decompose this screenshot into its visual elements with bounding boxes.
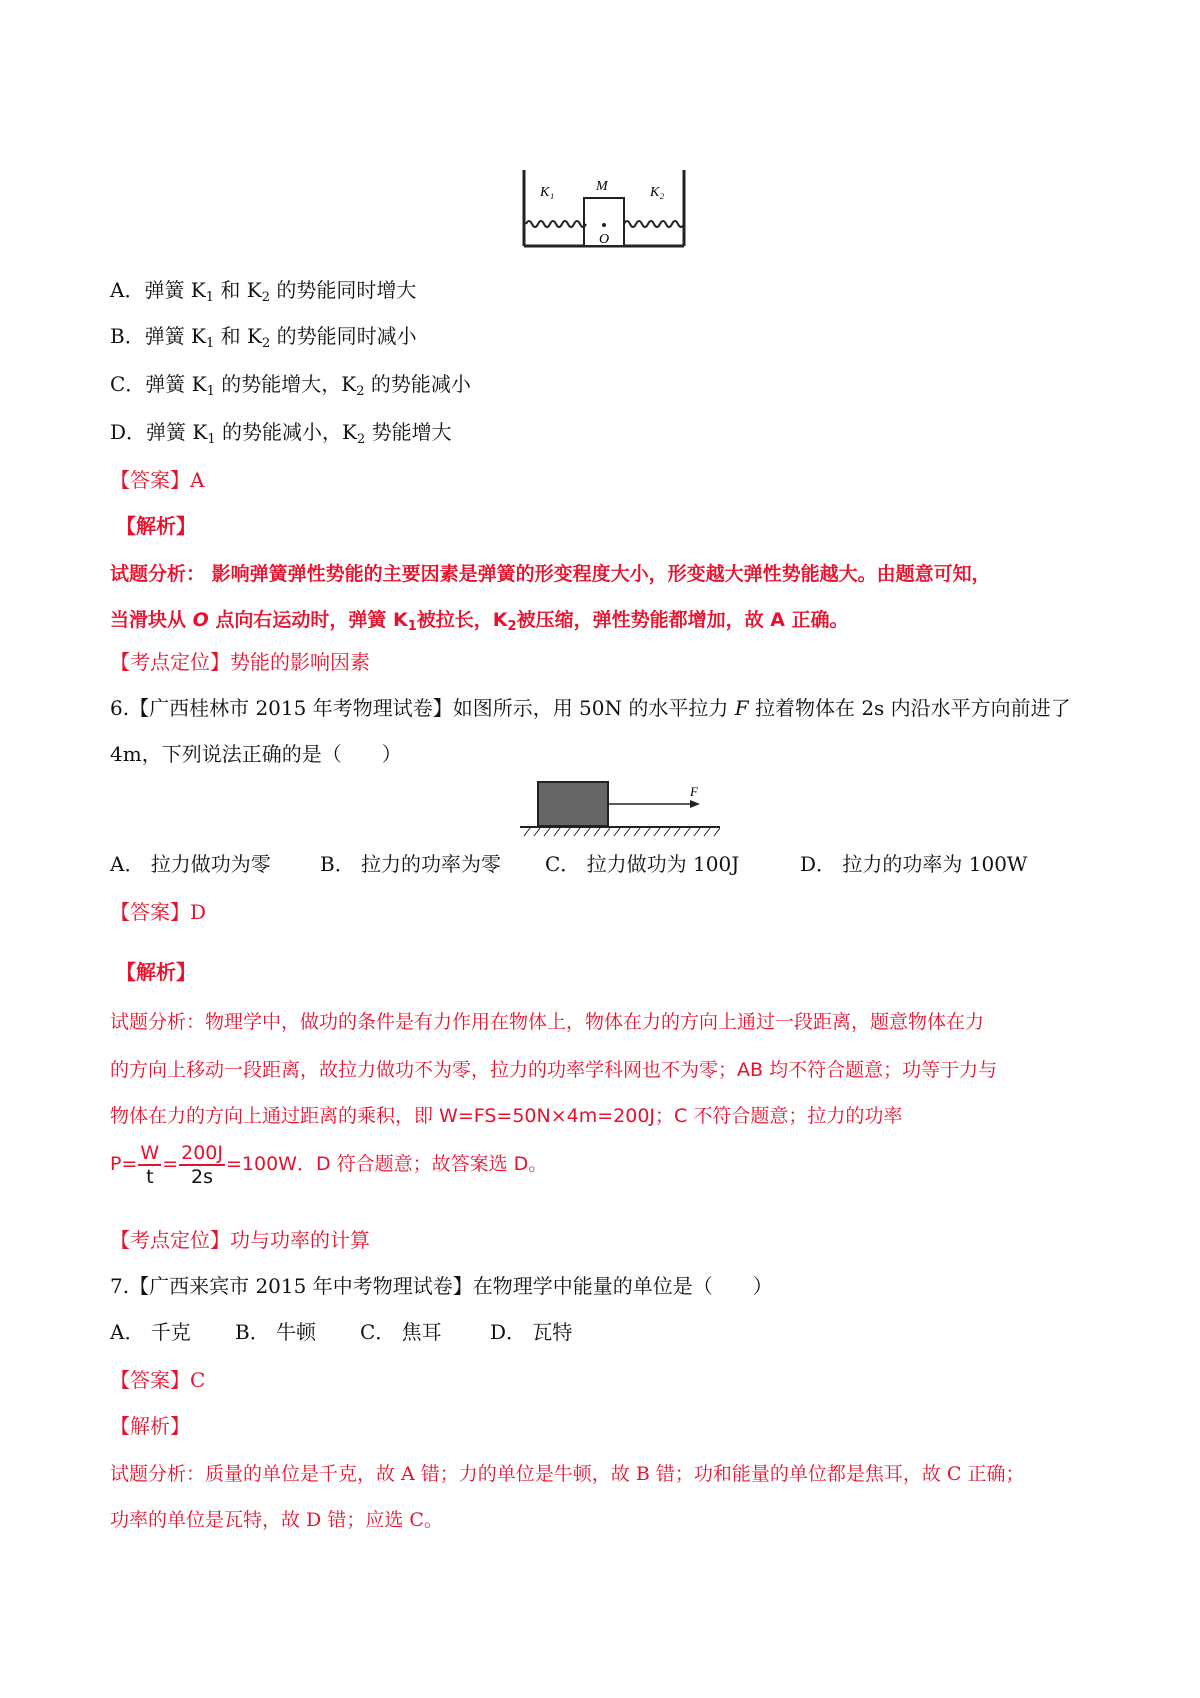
q7-option-c: C． 焦耳 [360, 1320, 442, 1344]
q5-analysis-line1: 试题分析： 影响弹簧弹性势能的主要因素是弹簧的形变程度大小，形变越大弹性势能越大。由题意可知， [110, 563, 991, 585]
q5-option-a: A．弹簧 $K_1$ 和 $K_2$ 的势能同时增大 [110, 278, 417, 305]
q5-option-b: B．弹簧 $K_1$ 和 $K_2$ 的势能同时减小 [110, 324, 417, 351]
q6-formula: P= $\frac{W}{t}$ = $\frac{200J}{2s}$ =100W．D 符合题意；故答案选 D。 [110, 1141, 548, 1188]
q5-kaodian: 【考点定位】势能的影响因素 [110, 650, 370, 674]
q6-option-a: A． 拉力做功为零 [110, 852, 271, 876]
q6-option-c: C． 拉力做功为 100J [545, 852, 740, 876]
m-label: M [596, 179, 608, 194]
k1-label: K₁ [540, 185, 555, 200]
q5-analysis-line2: 当滑块从 O 点向右运动时，弹簧 $K_1$被拉长，$K_2$被压缩，弹性势能都增加，故 A 正确。 [110, 609, 849, 634]
block-force-diagram [520, 780, 720, 840]
q6-analysis-label: 【解析】 [116, 960, 196, 984]
q7-analysis-label: 【解析】 [110, 1414, 190, 1438]
force-label: F [690, 784, 698, 799]
q7-option-d: D． 瓦特 [490, 1320, 573, 1344]
q6-analysis-line2: 的方向上移动一段距离，故拉力做功不为零，拉力的功率学科网也不为零；AB 均不符合题意；功等于力与 [110, 1059, 998, 1081]
q7-stem: 7.【广西来宾市 2015 年中考物理试卷】在物理学中能量的单位是（ ） [110, 1274, 773, 1298]
q6-analysis-line1: 试题分析：物理学中，做功的条件是有力作用在物体上，物体在力的方向上通过一段距离，题意物体在力 [110, 1011, 985, 1033]
q6-stem-line2: 4m，下列说法正确的是（ ） [110, 742, 402, 766]
q6-stem-line1: 6.【广西桂林市 2015 年考物理试卷】如图所示，用 50N 的水平拉力 F 拉着物体在 2s 内沿水平方向前进了 [110, 696, 1071, 720]
q6-answer: 【答案】D [110, 900, 207, 924]
q5-option-d: D．弹簧 $K_1$ 的势能减小，$K_2$ 势能增大 [110, 420, 452, 447]
q6-option-b: B． 拉力的功率为零 [320, 852, 502, 876]
q6-option-d: D． 拉力的功率为 100W [800, 852, 1028, 876]
q7-option-a: A． 千克 [110, 1320, 191, 1344]
spring-block-figure [520, 168, 690, 262]
q5-option-c: C．弹簧 $K_1$ 的势能增大，$K_2$ 的势能减小 [110, 372, 471, 399]
block-force-figure [520, 780, 720, 844]
q6-analysis-line3: 物体在力的方向上通过距离的乘积，即 W=FS=50N×4m=200J；C 不符合题意；拉力的功率 [110, 1105, 903, 1127]
spring-block-diagram [520, 168, 690, 258]
q5-answer: 【答案】A [110, 468, 205, 492]
fraction-w-over-t: $\frac{W}{t}$ [140, 1141, 160, 1188]
q6-kaodian: 【考点定位】功与功率的计算 [110, 1228, 370, 1252]
q7-analysis-line2: 功率的单位是瓦特，故 D 错；应选 C。 [110, 1509, 443, 1531]
fraction-200j-over-2s: $\frac{200J}{2s}$ [181, 1141, 223, 1188]
q7-option-b: B． 牛顿 [235, 1320, 317, 1344]
k2-label: K₂ [650, 185, 665, 200]
q7-answer: 【答案】C [110, 1368, 206, 1392]
o-label: O [599, 232, 610, 247]
q5-analysis-label: 【解析】 [116, 514, 196, 538]
q7-analysis-line1: 试题分析：质量的单位是千克，故 A 错；力的单位是牛顿，故 B 错；功和能量的单位都是焦耳，故 C 正确； [110, 1463, 1025, 1485]
